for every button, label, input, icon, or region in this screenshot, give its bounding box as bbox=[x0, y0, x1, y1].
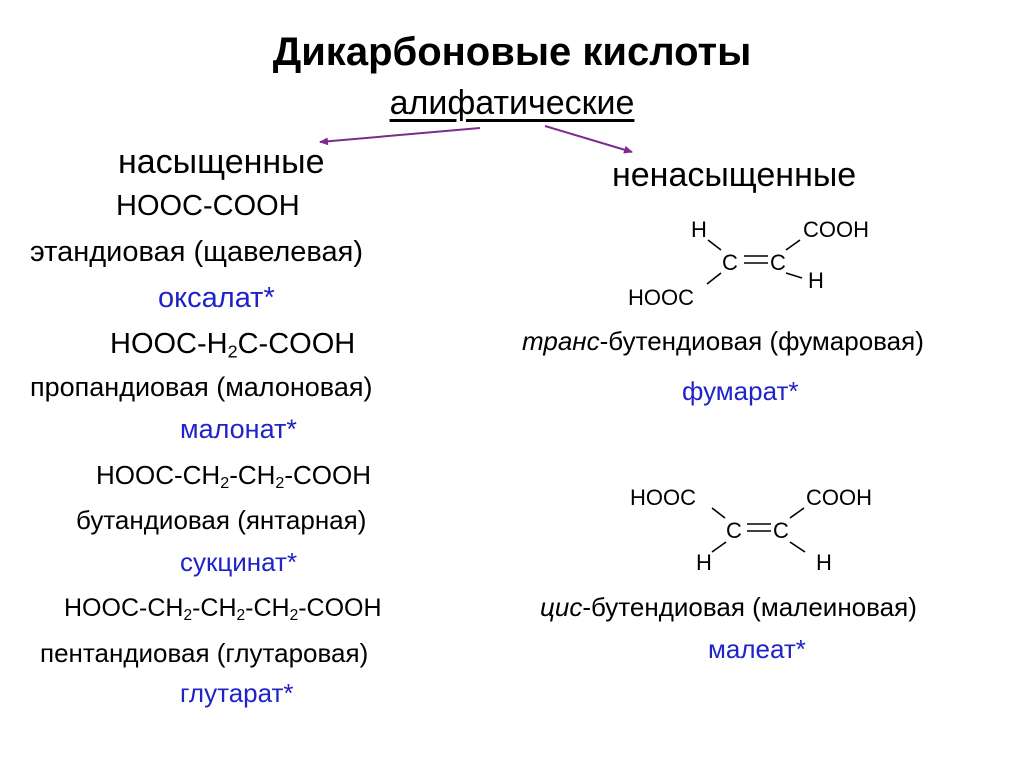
cis-c-left: C bbox=[726, 518, 742, 543]
arrow-to-saturated bbox=[320, 128, 480, 142]
cis-bond-bottom-left bbox=[712, 542, 726, 552]
cis-c-right: C bbox=[773, 518, 789, 543]
trans-bottom-right-label: H bbox=[808, 268, 824, 293]
malonic-name: пропандиовая (малоновая) bbox=[30, 372, 373, 402]
fumaric-structure bbox=[620, 212, 900, 312]
glutaric-name: пентандиовая (глутаровая) bbox=[40, 638, 369, 668]
trans-bond-bottom-right bbox=[786, 273, 802, 278]
oxalate-label: оксалат* bbox=[158, 282, 275, 314]
cis-top-right-label: COOH bbox=[806, 485, 872, 510]
trans-bond-top-left bbox=[708, 240, 721, 250]
trans-c-right: C bbox=[770, 250, 786, 275]
cis-top-left-label: HOOC bbox=[630, 485, 696, 510]
malonate-label: малонат* bbox=[180, 414, 297, 444]
oxalic-formula: HOOC-COOH bbox=[116, 190, 300, 222]
saturated-heading: насыщенные bbox=[118, 143, 325, 181]
cis-bond-top-left bbox=[712, 508, 725, 518]
maleic-name: цис-бутендиовая (малеиновая) bbox=[540, 592, 917, 622]
trans-bottom-left-label: HOOC bbox=[628, 285, 694, 310]
fumarate-label: фумарат* bbox=[682, 376, 799, 406]
cis-bond-top-right bbox=[790, 508, 804, 518]
maleate-label: малеат* bbox=[708, 634, 806, 664]
arrow-to-unsaturated bbox=[545, 126, 632, 152]
trans-top-right-label: COOH bbox=[803, 217, 869, 242]
unsaturated-heading: ненасыщенные bbox=[612, 156, 857, 194]
succinic-formula: HOOC-$CH_2-CH_2$-COOH bbox=[96, 460, 372, 493]
succinic-name: бутандиовая (янтарная) bbox=[76, 505, 367, 535]
trans-top-left-label: H bbox=[691, 217, 707, 242]
maleic-structure bbox=[620, 478, 900, 578]
glutaric-formula: HOOC-$CH_2-CH_2-CH_2$-COOH bbox=[64, 594, 382, 624]
succinate-label: сукцинат* bbox=[180, 547, 298, 577]
oxalic-name: этандиовая (щавелевая) bbox=[30, 236, 363, 268]
cis-bottom-left-label: H bbox=[696, 550, 712, 575]
trans-bond-bottom-left bbox=[707, 273, 721, 284]
trans-c-left: C bbox=[722, 250, 738, 275]
cis-bottom-right-label: H bbox=[816, 550, 832, 575]
page-title: Дикарбоновые кислоты bbox=[272, 30, 752, 74]
glutarate-label: глутарат* bbox=[180, 678, 294, 708]
page-subtitle: алифатические bbox=[389, 84, 635, 122]
fumaric-name: транс-бутендиовая (фумаровая) bbox=[522, 326, 924, 356]
trans-bond-top-right bbox=[786, 240, 800, 250]
cis-bond-bottom-right bbox=[790, 542, 805, 552]
malonic-formula: HOOC-$H_2C$-COOH bbox=[110, 328, 356, 362]
